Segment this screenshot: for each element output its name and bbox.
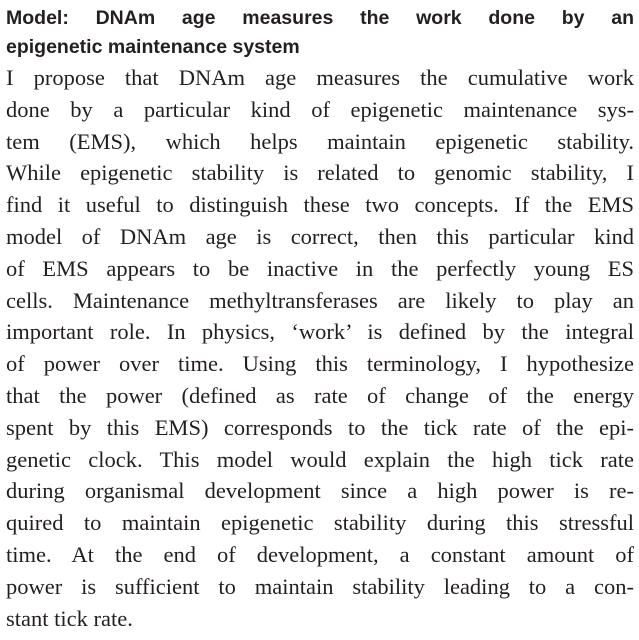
paragraph-line: find it useful to distinguish these two concepts. If the EMS bbox=[6, 192, 634, 218]
paragraph-line: done by a particular kind of epigenetic maintenance sys- bbox=[6, 96, 634, 122]
paragraph-line: during organismal development since a high power is re- bbox=[6, 478, 634, 504]
paragraph-line: model of DNAm age is correct, then this particular kind bbox=[6, 223, 634, 249]
paragraph-line: of EMS appears to be inactive in the perfectly young ES bbox=[6, 255, 634, 281]
section-paragraph bbox=[6, 62, 634, 634]
paragraph-line: While epigenetic stability is related to genomic stability, I bbox=[6, 160, 634, 186]
article-section bbox=[6, 4, 634, 634]
section-heading bbox=[6, 4, 634, 62]
paragraph-line: tem (EMS), which helps maintain epigenetic stability. bbox=[6, 128, 634, 154]
paragraph-line: important role. In physics, ‘work’ is defined by the integral bbox=[6, 319, 634, 345]
paragraph-line: genetic clock. This model would explain the high tick rate bbox=[6, 446, 634, 472]
paragraph-line: spent by this EMS) corresponds to the tick rate of the epi- bbox=[6, 414, 634, 440]
paragraph-line: time. At the end of development, a constant amount of bbox=[6, 541, 634, 567]
heading-line: epigenetic maintenance system bbox=[6, 36, 300, 58]
paragraph-line: quired to maintain epigenetic stability during this stressful bbox=[6, 510, 634, 536]
paragraph-line: I propose that DNAm age measures the cumulative work bbox=[6, 65, 634, 90]
paragraph-line: cells. Maintenance methyltransferases are likely to play an bbox=[6, 287, 634, 313]
paragraph-line: of power over time. Using this terminology, I hypothesize bbox=[6, 351, 634, 377]
paragraph-line: that the power (defined as rate of change of the energy bbox=[6, 382, 634, 408]
heading-line: Model: DNAm age measures the work done by an bbox=[6, 7, 634, 29]
paragraph-line: stant tick rate. bbox=[6, 605, 133, 631]
paragraph-line: power is sufficient to maintain stability leading to a con- bbox=[6, 573, 634, 599]
